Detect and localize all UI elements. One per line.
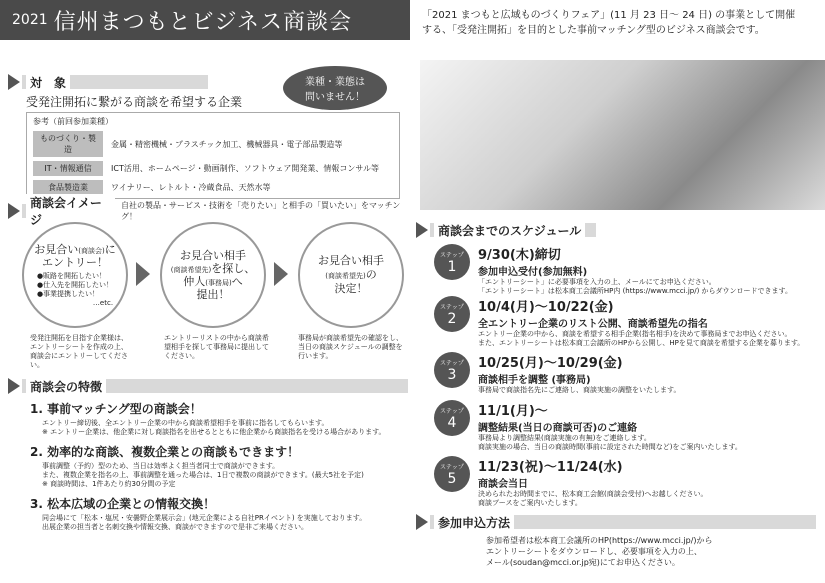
image-heading: 商談会イメージ bbox=[26, 194, 115, 228]
feature-line: 同会場にて「松本・塩尻・安曇野企業展示会」(地元企業による自社PRイベント) を実施しております。 bbox=[42, 514, 367, 522]
circle-text: お見合い bbox=[34, 242, 79, 256]
reference-label: 参考（前回参加業種） bbox=[33, 117, 113, 126]
intro-line: する、「受発注開拓」を目的とした事前マッチング型のビジネス商談会です。 bbox=[422, 25, 765, 36]
step-title: 全エントリー企業のリスト公開、商談希望先の指名 bbox=[478, 319, 708, 330]
circle-text: エントリー！ bbox=[42, 255, 108, 269]
circle-text: に bbox=[104, 242, 116, 256]
industry-tag: IT・情報通信 bbox=[33, 161, 103, 176]
step-date: 10/4(月)～10/22(金) bbox=[478, 300, 614, 315]
target-heading: 対 象 bbox=[26, 74, 70, 91]
features-section bbox=[8, 378, 408, 532]
caption-decision: 事務局が商談希望先の確認をし、当日の商談スケジュールの調整を行います。 bbox=[298, 334, 403, 360]
step-number: 2 bbox=[447, 311, 457, 327]
step-number: 5 bbox=[447, 471, 457, 487]
feature-line: 出展企業の担当者と名刺交換や情報交換、商談ができますので是非ご来場ください。 bbox=[42, 523, 308, 531]
step-note: 事務局より調整結果(商談実施の有無)をご連絡します。 bbox=[478, 434, 651, 442]
step-note: 事務局で商談指名先にご連絡し、商談実施の調整をいたします。 bbox=[478, 386, 681, 394]
step-title: 調整結果(当日の商談可否)のご連絡 bbox=[478, 423, 638, 434]
step-badge bbox=[434, 244, 470, 280]
step-label: ステップ bbox=[440, 360, 464, 367]
feature-line: エントリー締切後、全エントリー企業の中から商談希望相手を事前に指名してもらいます。 bbox=[42, 419, 329, 427]
apply-section bbox=[416, 514, 816, 568]
reference-row bbox=[33, 161, 393, 176]
industry-value: ICT活用、ホームページ・動画制作、ソフトウェア開発業、情報コンサル等 bbox=[111, 164, 379, 173]
step-note: また、エントリーシートは松本商工会議所のHPから公開し、HPを見て商談を希望する企業を募ります。 bbox=[478, 339, 805, 347]
arrow-right-icon bbox=[274, 262, 288, 286]
step-badge bbox=[434, 456, 470, 492]
step-note: 「エントリーシート」は松本商工会議所HP内 (https://www.mcci.jp/) からダウンロードできます。 bbox=[478, 287, 792, 295]
step-title: 商談相手を調整 (事務局) bbox=[478, 375, 591, 386]
feature-line: ※ エントリー企業は、他企業に対し商談指名を出せるとともに他企業から商談指名を受ける場合があります。 bbox=[42, 428, 386, 436]
step-date: 11/23(祝)～11/24(水) bbox=[478, 460, 623, 475]
step-date: 10/25(月)～10/29(金) bbox=[478, 356, 623, 371]
step-label: ステップ bbox=[440, 408, 464, 415]
features-heading: 商談会の特徴 bbox=[26, 378, 106, 395]
schedule-step bbox=[434, 296, 814, 348]
circle-text: 決定！ bbox=[334, 282, 368, 295]
schedule-step bbox=[434, 244, 814, 296]
circle-bullet: ●仕入先を開拓したい！ bbox=[36, 280, 114, 289]
feature-line: 事前調整（予約）型のため、当日は効率よく担当者同士で商談ができます。 bbox=[42, 462, 280, 470]
bubble-note bbox=[283, 66, 387, 110]
reference-row bbox=[33, 180, 393, 195]
triangle-icon bbox=[416, 222, 428, 238]
bubble-line: 問いません！ bbox=[305, 92, 365, 103]
section-header bbox=[8, 378, 408, 394]
bubble-line: 業種・業態は bbox=[305, 77, 365, 88]
step-circle-entry bbox=[22, 222, 128, 328]
feature-line: また、複数企業を指名の上、事前調整を通った場合は、1日で複数の商談ができます。(最大5社を予定) bbox=[42, 471, 364, 479]
feature-title: 2. 効率的な商談、複数企業との商談もできます！ bbox=[30, 445, 300, 459]
apply-line: エントリーシートをダウンロードし、必要事項を入力の上、 bbox=[486, 547, 702, 556]
step-badge bbox=[434, 352, 470, 388]
header-year: 2021 bbox=[12, 12, 48, 28]
step-date: 9/30(木)締切 bbox=[478, 248, 561, 263]
triangle-icon bbox=[416, 514, 428, 530]
step-label: ステップ bbox=[440, 464, 464, 471]
step-circle-submit bbox=[160, 222, 266, 328]
schedule-heading: 商談会までのスケジュール bbox=[434, 222, 585, 239]
circle-bullet: ●販路を開拓したい！ bbox=[36, 271, 107, 280]
circle-text: 仲人 bbox=[183, 275, 206, 288]
step-title: 参加申込受付(参加無料) bbox=[478, 267, 588, 278]
caption-submit: エントリーリストの中から商談希望相手を探して事務局に提出してください。 bbox=[164, 334, 269, 360]
step-note: エントリー企業の中から、商談を希望する相手企業(指名相手)を決めて事務局までお申込ください。 bbox=[478, 330, 792, 338]
circle-text: お見合い相手 bbox=[318, 254, 384, 267]
feature-title: 1. 事前マッチング型の商談会！ bbox=[30, 402, 202, 416]
reference-box bbox=[26, 112, 400, 199]
caption-entry: 受発注開拓を目指す企業様は、エントリーシートを作成の上、商談会にエントリーしてください。 bbox=[30, 334, 128, 369]
triangle-icon bbox=[8, 378, 20, 394]
intro-text bbox=[422, 8, 817, 38]
step-note: 「エントリーシート」に必要事項を入力の上、メールにてお申込ください。 bbox=[478, 278, 716, 286]
target-lead: 受発注開拓に繋がる商談を希望する企業 bbox=[26, 95, 243, 109]
step-title: 商談会当日 bbox=[478, 479, 528, 490]
schedule-step bbox=[434, 456, 814, 508]
step-note: 商談実施の場合、当日の商談時間(事前に設定された時間など)をご案内いたします。 bbox=[478, 443, 742, 451]
step-number: 3 bbox=[447, 367, 457, 383]
circle-text: の bbox=[365, 268, 377, 281]
step-badge bbox=[434, 400, 470, 436]
step-badge bbox=[434, 296, 470, 332]
section-header bbox=[8, 74, 208, 90]
image-section bbox=[8, 196, 408, 227]
step-note: 商談ブースをご案内いたします。 bbox=[478, 499, 582, 507]
image-subtitle: 自社の製品・サービス・技術を「売りたい」と相手の「買いたい」をマッチング！ bbox=[120, 201, 401, 221]
schedule-section bbox=[416, 222, 816, 238]
triangle-icon bbox=[8, 74, 20, 90]
step-number: 4 bbox=[447, 415, 457, 431]
circle-text: へ bbox=[231, 275, 243, 288]
page-title: 信州まつもとビジネス商談会 bbox=[53, 9, 352, 35]
schedule-step bbox=[434, 400, 814, 452]
circle-text: (事務局) bbox=[205, 279, 232, 287]
circle-text: (商談会) bbox=[78, 246, 105, 255]
section-header bbox=[8, 196, 115, 227]
circle-text: お見合い相手 bbox=[180, 249, 246, 262]
step-note: 決められたお時間までに、松本商工会館(商談会受付)へお越しください。 bbox=[478, 490, 708, 498]
circle-text: (商談希望先) bbox=[325, 272, 366, 280]
circle-bullet: ●事業提携したい！ bbox=[36, 289, 100, 298]
apply-line: メール(soudan@mcci.or.jp宛)にてお申込ください。 bbox=[486, 558, 680, 567]
circle-text: を探し、 bbox=[211, 262, 256, 275]
triangle-icon bbox=[8, 203, 20, 219]
page-header bbox=[0, 0, 410, 40]
reference-row bbox=[33, 131, 393, 157]
handshake-photo bbox=[420, 60, 825, 210]
section-header bbox=[416, 222, 596, 238]
industry-tag: 食品製造業 bbox=[33, 180, 103, 195]
feature-line: ※ 商談時間は、1件あたり約30分間の予定 bbox=[42, 480, 176, 488]
industry-tag: ものづくり・製造 bbox=[33, 131, 103, 157]
step-circle-decision bbox=[298, 222, 404, 328]
step-date: 11/1(月)～ bbox=[478, 404, 548, 419]
section-header bbox=[416, 514, 816, 530]
industry-value: 金属・精密機械・プラスチック加工、機械器具・電子部品製造等 bbox=[111, 139, 343, 149]
feature-title: 3. 松本広域の企業との情報交換！ bbox=[30, 497, 216, 511]
apply-line: 参加希望者は松本商工会議所のHP(https://www.mcci.jp/)から bbox=[486, 536, 713, 545]
step-number: 1 bbox=[447, 259, 457, 275]
circle-bullet: …etc. bbox=[92, 298, 114, 307]
step-label: ステップ bbox=[440, 304, 464, 311]
step-label: ステップ bbox=[440, 252, 464, 259]
industry-value: ワイナリー、レトルト・冷蔵食品、天然水等 bbox=[111, 183, 271, 192]
schedule-step bbox=[434, 352, 814, 395]
arrow-right-icon bbox=[136, 262, 150, 286]
intro-line: 「2021 まつもと広域ものづくりフェア」(11 月 23 日～ 24 日) の事業として開催 bbox=[422, 10, 796, 21]
apply-heading: 参加申込方法 bbox=[434, 514, 514, 531]
circle-text: 提出！ bbox=[196, 288, 230, 301]
circle-text: (商談希望先) bbox=[170, 266, 212, 274]
